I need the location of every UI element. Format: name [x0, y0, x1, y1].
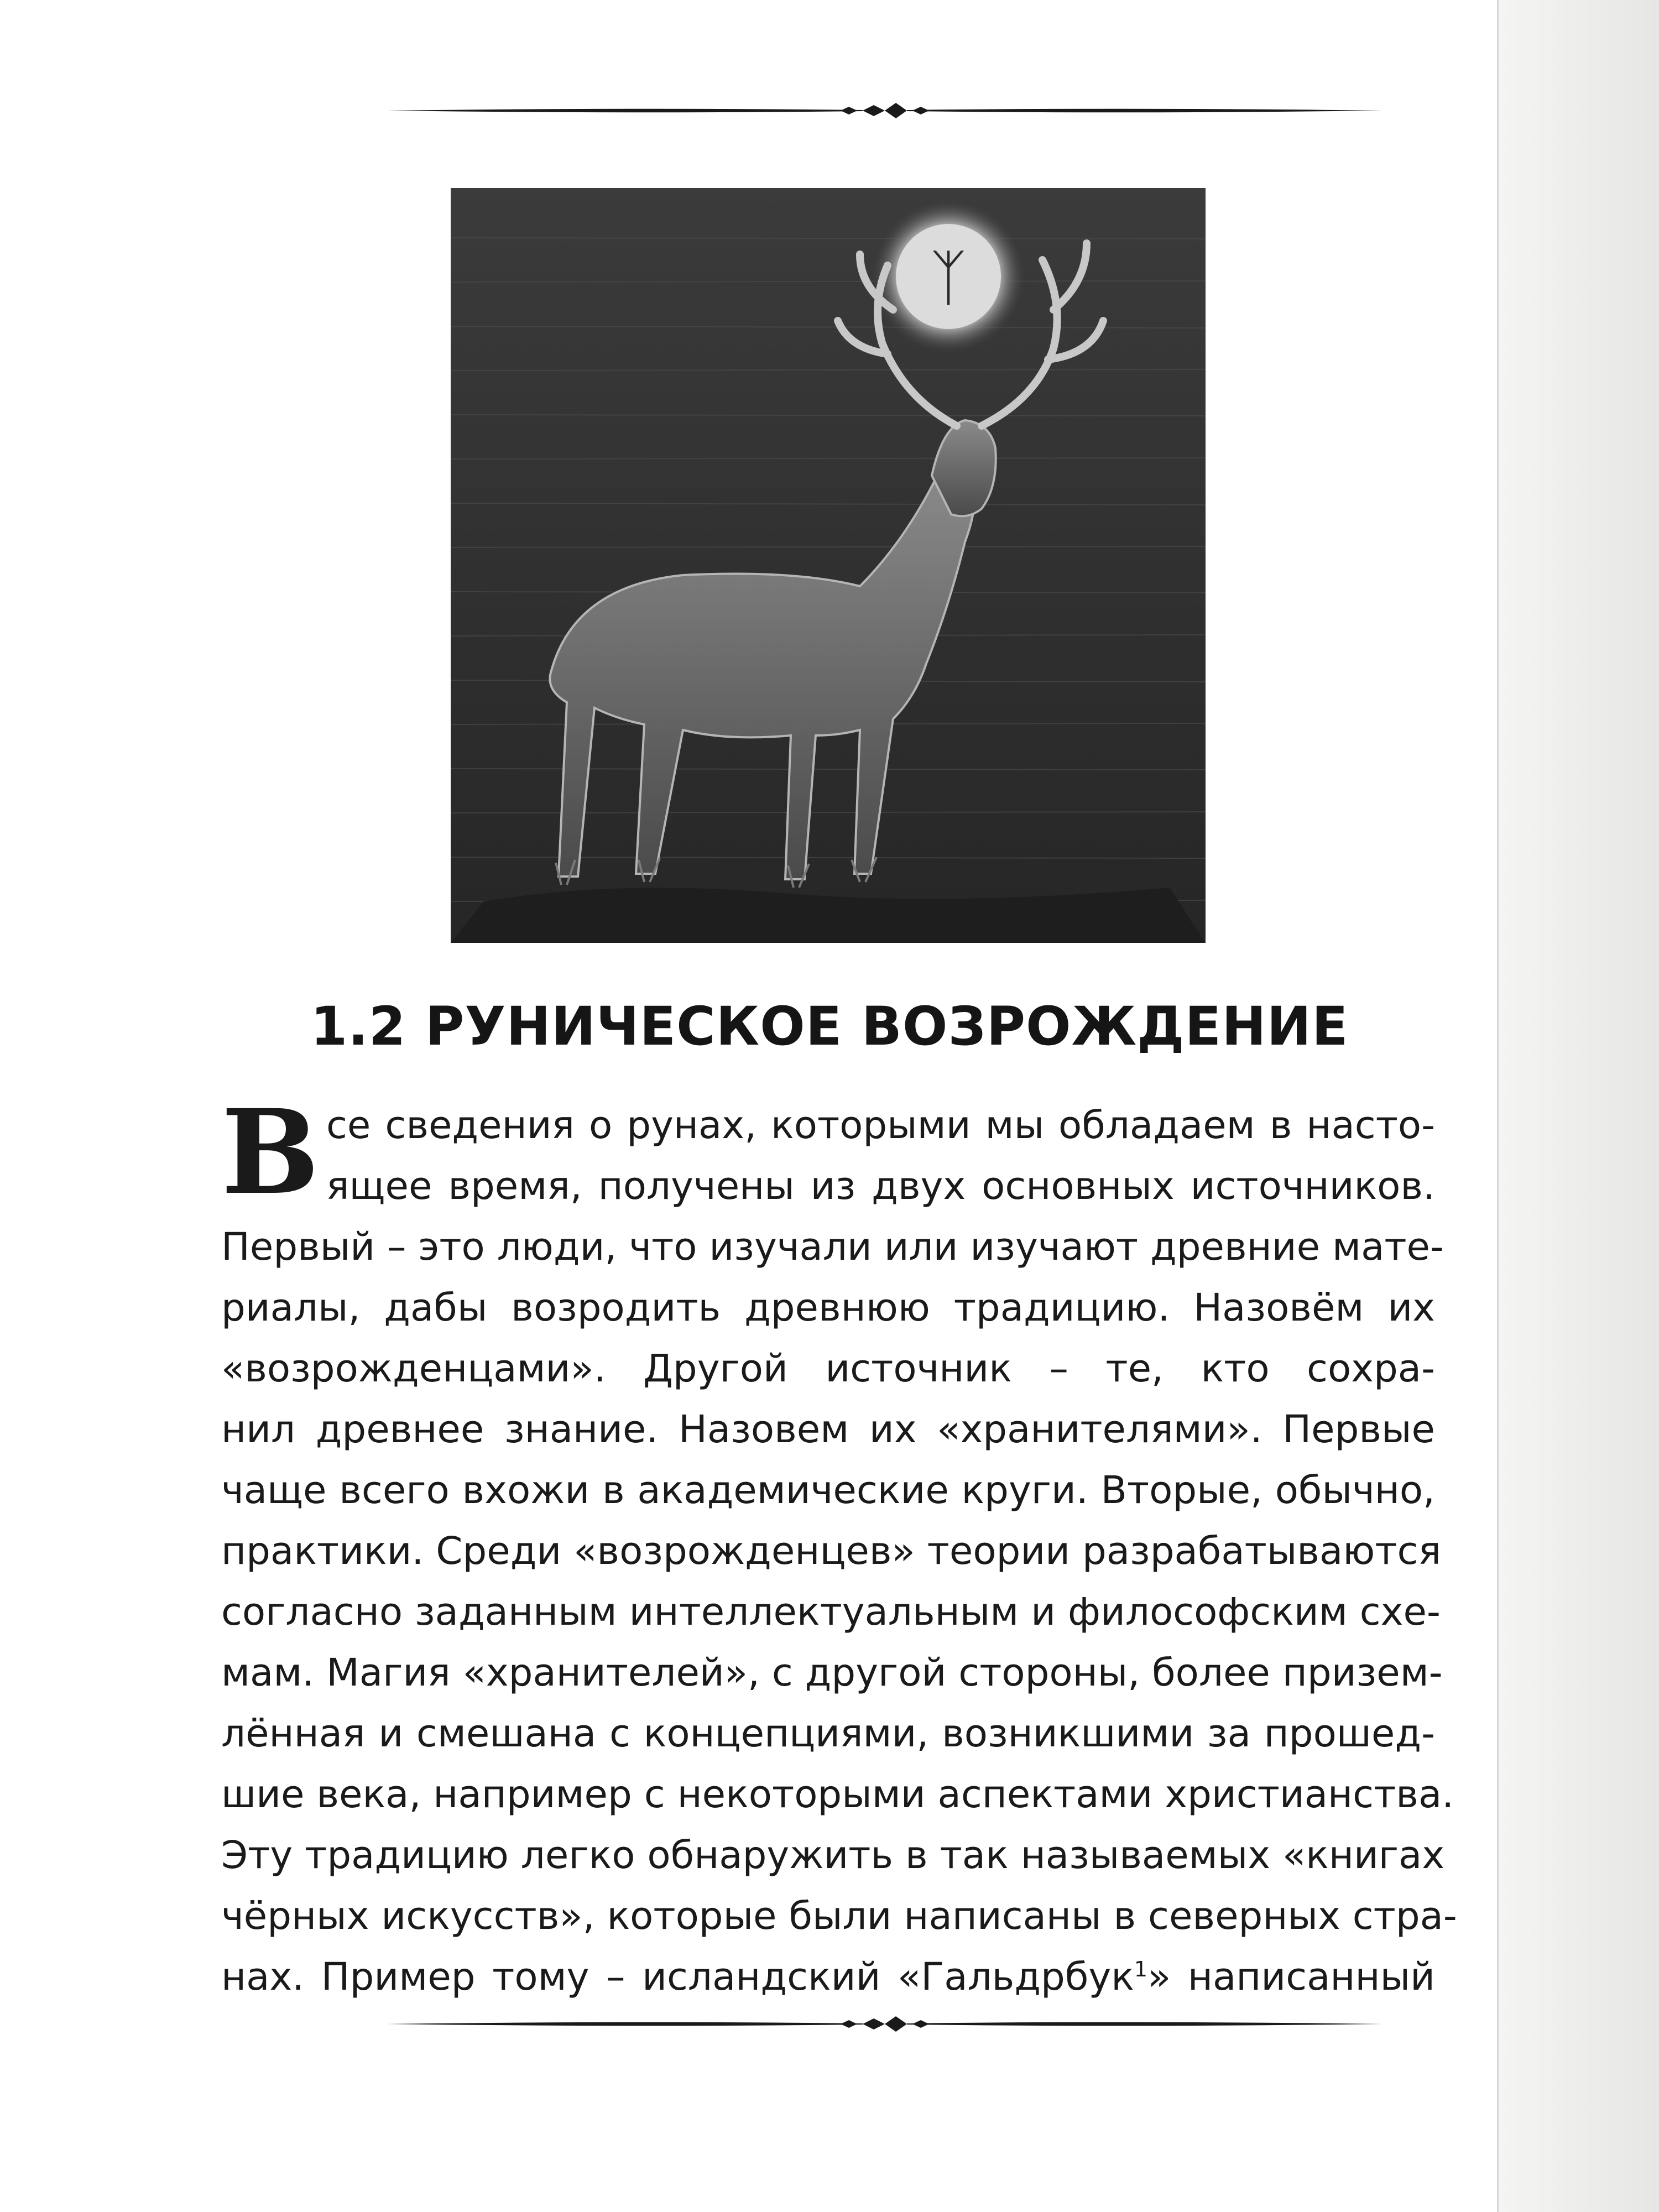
text-line: Эту традицию легко обнаружить в так называемых «книгах	[221, 1833, 1445, 1877]
text-line: согласно заданным интеллектуальным и философским схе-	[221, 1590, 1441, 1634]
drop-cap: В	[221, 1084, 320, 1220]
text-line: лённая и смешана с концепциями, возникшими за прошед-	[221, 1712, 1435, 1756]
text-line: нил древнее знание. Назовем их «хранителями». Первые	[221, 1407, 1435, 1452]
deer-illustration	[451, 188, 1206, 943]
text-line: Первый – это люди, что изучали или изучают древние мате-	[221, 1225, 1444, 1269]
footnote-marker[interactable]: 1	[1134, 1957, 1148, 1981]
moon-rune: ᛉ	[930, 242, 967, 313]
text-line: риалы, дабы возродить древнюю традицию. Назовём их	[221, 1286, 1435, 1330]
bottom-ornament-rule	[387, 2013, 1383, 2035]
text-line: практики. Среди «возрожденцев» теории разрабатываются	[221, 1529, 1441, 1573]
section-heading: 1.2 РУНИЧЕСКОЕ ВОЗРОЖДЕНИЕ	[310, 995, 1349, 1057]
text-line: «возрожденцами». Другой источник – те, кто сохра-	[221, 1347, 1435, 1391]
text-line-last: нах. Пример тому – исландский «Гальдрбук$^1$» написанный	[221, 1955, 1435, 1999]
top-ornament-rule	[387, 100, 1383, 122]
text-line: чаще всего вхожи в академические круги. Вторые, обычно,	[221, 1468, 1435, 1512]
text-line: ящее время, получены из двух основных источников.	[326, 1164, 1435, 1208]
text-line: шие века, например с некоторыми аспектами христианства.	[221, 1772, 1454, 1817]
text-line: мам. Магия «хранителей», с другой стороны, более призем-	[221, 1651, 1443, 1695]
text-line: чёрных искусств», которые были написаны в северных стра-	[221, 1894, 1457, 1938]
text-line: се сведения о рунах, которыми мы обладаем в насто-	[326, 1103, 1435, 1147]
facing-page-edge	[1497, 0, 1659, 2212]
